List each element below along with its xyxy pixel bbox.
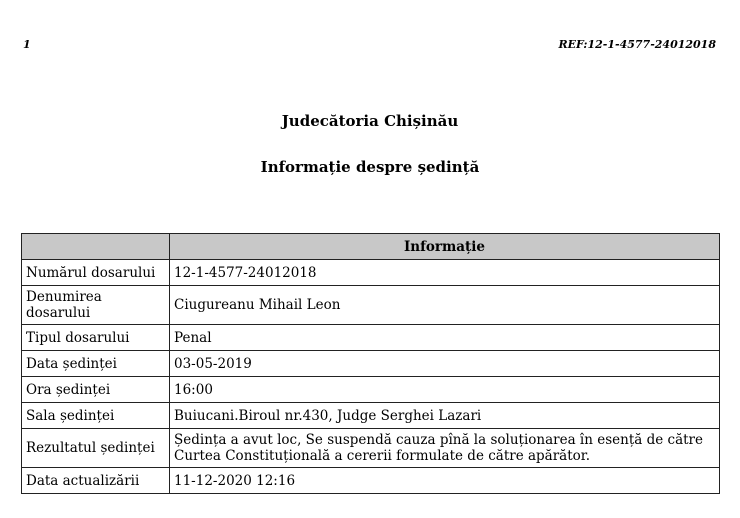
court-name: Judecătoria Chișinău [281,112,459,130]
row-label-hearing-room: Sala ședinței [22,403,170,429]
document-title: Informație despre ședință [260,158,480,176]
row-label-hearing-date: Data ședinței [22,351,170,377]
row-value-hearing-date: 03-05-2019 [170,351,720,377]
row-value-hearing-room: Buiucani.Biroul nr.430, Judge Serghei Lazari [170,403,720,429]
table-row [22,403,720,429]
row-value-updated-date: 11-12-2020 12:16 [170,468,720,494]
table-row [22,325,720,351]
row-label-case-name: Denumirea dosarului [22,286,170,325]
page-number: 1 [23,38,31,51]
row-label-case-type: Tipul dosarului [22,325,170,351]
table-row [22,351,720,377]
row-label-case-number: Numărul dosarului [22,260,170,286]
table-row [22,260,720,286]
table-header-empty [22,234,170,260]
table-row [22,377,720,403]
row-value-hearing-result: Ședința a avut loc, Se suspendă cauza pînă la soluționarea în esență de către Curtea Constituțională a cererii formulate de către apărător. [170,429,720,468]
reference-number: REF:12-1-4577-24012018 [558,38,716,51]
row-label-hearing-result: Rezultatul ședinței [22,429,170,468]
row-label-updated-date: Data actualizării [22,468,170,494]
row-label-hearing-time: Ora ședinței [22,377,170,403]
table-row [22,286,720,325]
row-value-hearing-time: 16:00 [170,377,720,403]
table-row [22,429,720,468]
row-value-case-type: Penal [170,325,720,351]
info-table [21,233,720,494]
row-value-case-number: 12-1-4577-24012018 [170,260,720,286]
table-header-info: Informație [170,234,720,260]
table-row [22,468,720,494]
table-header-row [22,234,720,260]
row-value-case-name: Ciugureanu Mihail Leon [170,286,720,325]
